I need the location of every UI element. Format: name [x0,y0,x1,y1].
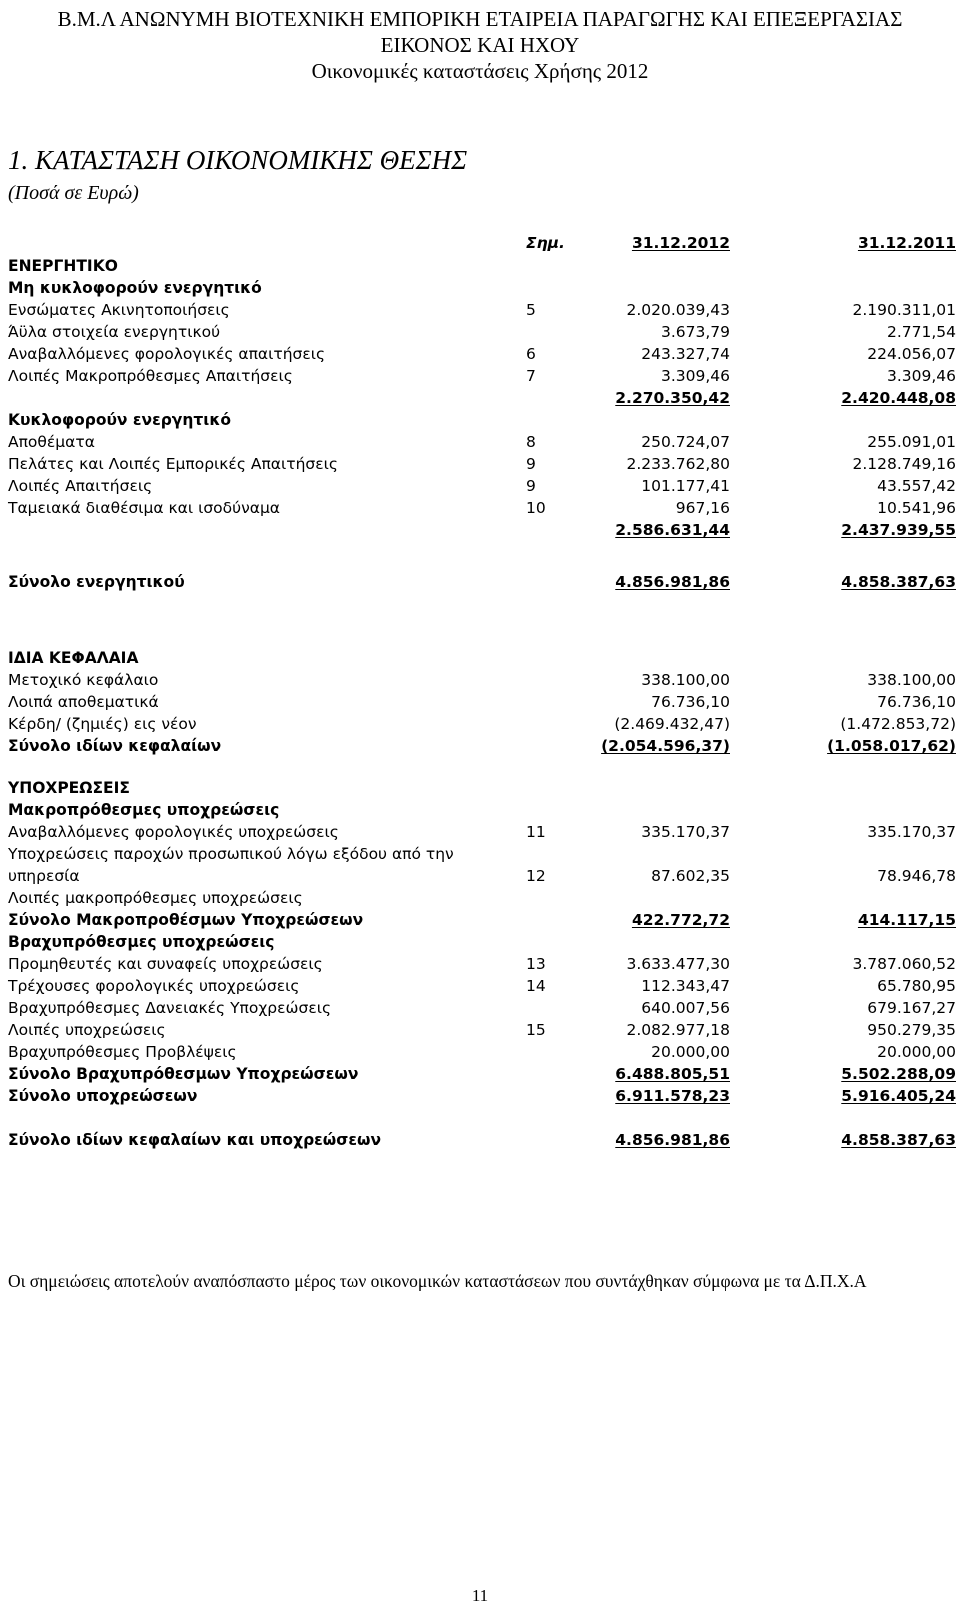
row-value-2012: 112.343,47 [641,977,730,995]
table-row [8,431,956,453]
row-note: 14 [526,977,546,995]
table-row [8,299,956,321]
total-assets-2012: 4.856.981,86 [615,573,730,591]
total-assets-2011: 4.858.387,63 [841,573,956,591]
row-value-2012: 2.233.762,80 [626,455,730,473]
section-title: 1. ΚΑΤΑΣΤΑΣΗ ΟΙΚΟΝΟΜΙΚΗΣ ΘΕΣΗΣ [8,145,468,175]
noncurrent-assets-label: Μη κυκλοφορούν ενεργητικό [8,279,262,297]
total-st-2011: 5.502.288,09 [841,1065,956,1083]
row-label: Αποθέματα [8,433,95,451]
total-st-label: Σύνολο Βραχυπρόθεσμων Υποχρεώσεων [8,1065,359,1083]
page-number: 11 [471,1586,489,1605]
row-value-2012: 640.007,56 [641,999,730,1017]
row-value-2012: 3.309,46 [660,367,730,385]
row-label: Αναβαλλόμενες φορολογικές υποχρεώσεις [8,823,339,841]
row-label: Ενσώματες Ακινητοποιήσεις [8,301,230,319]
subtotal-2012: 2.586.631,44 [615,521,730,539]
row-value-2012: 243.327,74 [641,345,730,363]
total-st-2012: 6.488.805,51 [615,1065,730,1083]
table-row [8,713,956,735]
total-lt-liabilities-row [8,909,956,931]
equity-heading [8,647,956,669]
row-note: 9 [526,477,536,495]
row-value-2011: 2.190.311,01 [852,301,956,319]
lt-liabilities-label: Μακροπρόθεσμες υποχρεώσεις [8,801,280,819]
row-value-2011: 2.128.749,16 [852,455,956,473]
table-row [8,887,956,909]
row-label: Προμηθευτές και συναφείς υποχρεώσεις [8,955,323,973]
total-lt-2012: 422.772,72 [631,911,730,929]
table-row [8,975,956,997]
total-liabilities-2012: 6.911.578,23 [615,1087,730,1105]
row-note: 15 [526,1021,546,1039]
row-value-2012: 101.177,41 [641,477,730,495]
row-value-2012: 76.736,10 [651,693,730,711]
row-label: Βραχυπρόθεσμες Προβλέψεις [8,1043,237,1061]
row-note: 6 [526,345,536,363]
row-value-2012: 3.673,79 [660,323,730,341]
subtotal-2011: 2.437.939,55 [841,521,956,539]
st-liabilities-label: Βραχυπρόθεσμες υποχρεώσεις [8,933,275,951]
currency-note: (Ποσά σε Ευρώ) [8,182,139,204]
row-label: Τρέχουσες φορολογικές υποχρεώσεις [8,977,300,995]
note-column-header: Σημ. [526,234,565,252]
row-label: Κέρδη/ (ζημιές) εις νέον [8,715,197,733]
total-lt-2011: 414.117,15 [857,911,956,929]
current-assets-heading [8,409,956,431]
row-label-line1: Υποχρεώσεις παροχών προσωπικού λόγω εξόδου από την [8,845,454,863]
row-value-2012: 87.602,35 [651,867,730,885]
total-equity-liabilities-2011: 4.858.387,63 [841,1131,956,1149]
table-row [8,497,956,519]
table-row [8,669,956,691]
total-equity-row [8,735,956,757]
row-label: Λοιπές υποχρεώσεις [8,1021,166,1039]
row-note: 11 [526,823,546,841]
assets-heading-label: ΕΝΕΡΓΗΤΙΚΟ [8,257,118,275]
subtotal-2011: 2.420.448,08 [841,389,956,407]
total-liabilities-row [8,1085,956,1107]
row-note: 12 [526,867,546,885]
row-value-2011: (1.472.853,72) [840,715,956,733]
row-value-2011: 679.167,27 [867,999,956,1017]
row-note: 10 [526,499,546,517]
row-value-2012: (2.469.432,47) [614,715,730,733]
row-value-2011: 43.557,42 [877,477,956,495]
table-row [8,865,956,887]
row-value-2011: 255.091,01 [867,433,956,451]
table-row [8,321,956,343]
table-row [8,1041,956,1063]
row-value-2012: 2.020.039,43 [626,301,730,319]
row-note: 13 [526,955,546,973]
row-value-2012: 338.100,00 [641,671,730,689]
subtotal-2012: 2.270.350,42 [615,389,730,407]
row-label: Βραχυπρόθεσμες Δανειακές Υποχρεώσεις [8,999,332,1017]
row-label: Λοιπά αποθεματικά [8,693,159,711]
row-value-2011: 3.309,46 [886,367,956,385]
row-label: Λοιπές Μακροπρόθεσμες Απαιτήσεις [8,367,293,385]
table-row-continued [8,843,956,865]
liabilities-heading [8,777,956,799]
table-row [8,953,956,975]
company-name-line1: Β.Μ.Λ ΑΝΩΝΥΜΗ ΒΙΟΤΕΧΝΙΚΗ ΕΜΠΟΡΙΚΗ ΕΤΑΙΡΕΙΑ ΠΑΡΑΓΩΓΗΣ ΚΑΙ ΕΠΕΞΕΡΓΑΣΙΑΣ [57,7,903,31]
total-equity-liabilities-2012: 4.856.981,86 [615,1131,730,1149]
table-row [8,475,956,497]
total-assets-row [8,571,956,593]
row-value-2011: 950.279,35 [867,1021,956,1039]
row-value-2011: 10.541,96 [877,499,956,517]
row-value-2011: 78.946,78 [877,867,956,885]
total-lt-label: Σύνολο Μακροπροθέσμων Υποχρεώσεων [8,911,364,929]
noncurrent-subtotal-row [8,387,956,409]
notes-disclaimer: Οι σημειώσεις αποτελούν αναπόσπαστο μέρος των οικονομικών καταστάσεων που συντάχθηκαν σύμφωνα με τα Δ.Π.Χ.Α [8,1271,867,1291]
row-value-2011: 20.000,00 [877,1043,956,1061]
table-row [8,691,956,713]
row-value-2011: 65.780,95 [877,977,956,995]
total-equity-liabilities-row [8,1129,956,1151]
report-period: Οικονομικές καταστάσεις Χρήσης 2012 [311,59,649,83]
current-subtotal-row [8,519,956,541]
row-label: Αναβαλλόμενες φορολογικές απαιτήσεις [8,345,326,363]
row-value-2011: 3.787.060,52 [852,955,956,973]
year-2011-header: 31.12.2011 [857,234,956,252]
table-row [8,997,956,1019]
row-label-line2: υπηρεσία [8,867,80,885]
company-name-line2: ΕΙΚΟΝΟΣ ΚΑΙ ΗΧΟΥ [380,33,580,57]
year-2012-header: 31.12.2012 [631,234,730,252]
noncurrent-assets-heading [8,277,956,299]
total-equity-2012: (2.054.596,37) [601,737,730,755]
total-equity-2011: (1.058.017,62) [827,737,956,755]
row-label: Ταμειακά διαθέσιμα και ισοδύναμα [8,499,281,517]
row-value-2012: 3.633.477,30 [626,955,730,973]
st-liabilities-heading [8,931,956,953]
row-value-2012: 20.000,00 [651,1043,730,1061]
row-label: Μετοχικό κεφάλαιο [8,671,159,689]
row-note: 9 [526,455,536,473]
table-row [8,821,956,843]
table-row [8,365,956,387]
total-liabilities-2011: 5.916.405,24 [841,1087,956,1105]
row-value-2011: 338.100,00 [867,671,956,689]
row-value-2012: 967,16 [675,499,730,517]
current-assets-label: Κυκλοφορούν ενεργητικό [8,411,231,429]
total-liabilities-label: Σύνολο υποχρεώσεων [8,1087,198,1105]
liabilities-heading-label: ΥΠΟΧΡΕΩΣΕΙΣ [8,779,130,797]
table-row [8,453,956,475]
row-label: Άϋλα στοιχεία ενεργητικού [8,323,221,341]
row-value-2012: 335.170,37 [641,823,730,841]
row-value-2011: 2.771,54 [886,323,956,341]
table-row [8,1019,956,1041]
total-st-liabilities-row [8,1063,956,1085]
table-row [8,343,956,365]
equity-heading-label: ΙΔΙΑ ΚΕΦΑΛΑΙΑ [8,649,139,667]
total-equity-liabilities-label: Σύνολο ιδίων κεφαλαίων και υποχρεώσεων [8,1131,381,1149]
row-value-2012: 250.724,07 [641,433,730,451]
total-equity-label: Σύνολο ιδίων κεφαλαίων [8,737,222,755]
row-note: 7 [526,367,536,385]
lt-liabilities-heading [8,799,956,821]
row-label: Λοιπές μακροπρόθεσμες υποχρεώσεις [8,889,303,907]
row-value-2011: 335.170,37 [867,823,956,841]
row-value-2012: 2.082.977,18 [626,1021,730,1039]
row-label: Λοιπές Απαιτήσεις [8,477,153,495]
total-assets-label: Σύνολο ενεργητικού [8,573,185,591]
assets-heading [8,255,956,277]
column-headers [8,232,956,254]
row-value-2011: 224.056,07 [867,345,956,363]
row-note: 5 [526,301,536,319]
row-label: Πελάτες και Λοιπές Εμπορικές Απαιτήσεις [8,455,338,473]
row-value-2011: 76.736,10 [877,693,956,711]
row-note: 8 [526,433,536,451]
